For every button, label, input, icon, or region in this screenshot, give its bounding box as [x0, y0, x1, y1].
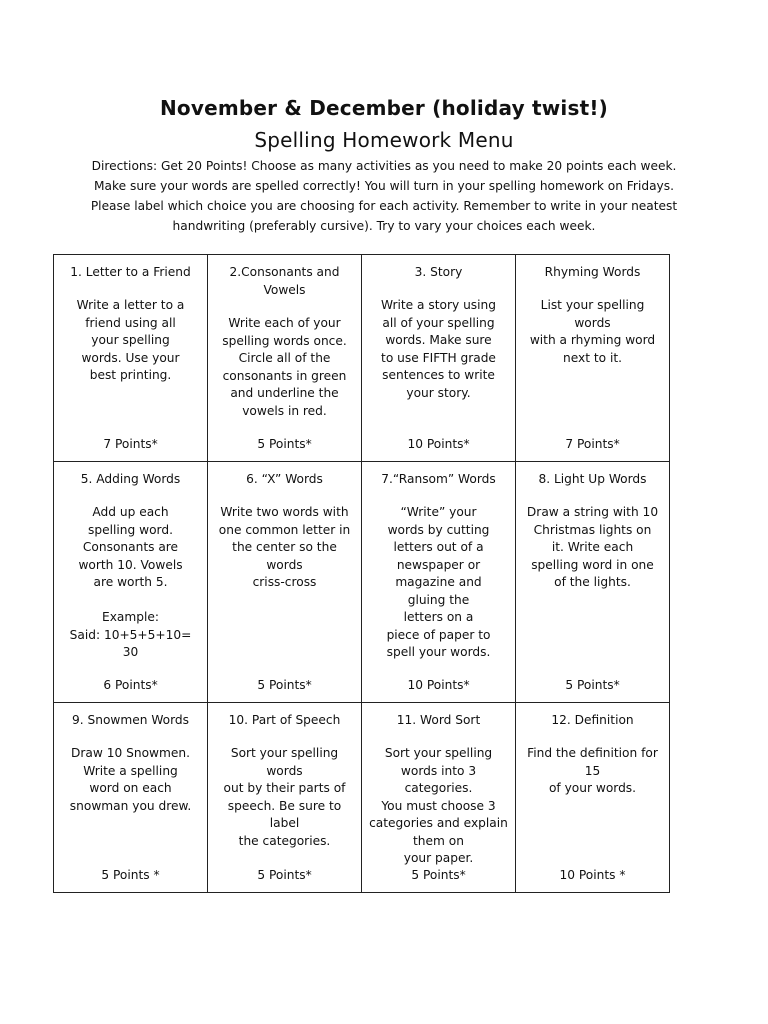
- menu-cell-light-up-words: [516, 462, 670, 703]
- directions-text: Directions: Get 20 Points! Choose as many activities as you need to make 20 points each week. Make sure your words are spelled correctly! You will turn in your spelling homework on Fridays. Please label which choice you are choosing for each activity. Remember to write in your neatest handwriting (preferably cursive). Try to vary your choices each week.: [90, 159, 678, 233]
- table-row: [54, 255, 670, 462]
- cell-points: 10 Points*: [407, 437, 470, 451]
- cell-title: 11. Word Sort: [396, 713, 481, 727]
- cell-description: List your spelling words with a rhyming word next to it.: [529, 298, 656, 365]
- cell-points: 6 Points*: [103, 678, 158, 692]
- menu-cell-ransom-words: [362, 462, 516, 703]
- cell-description: Find the definition for 15 of your words.: [527, 746, 658, 795]
- menu-cell-x-words: [208, 462, 362, 703]
- cell-points: 7 Points*: [565, 437, 620, 451]
- table-row: [54, 462, 670, 703]
- cell-description: Draw 10 Snowmen. Write a spelling word on each snowman you drew.: [69, 746, 192, 813]
- cell-points: 7 Points*: [103, 437, 158, 451]
- cell-title: Rhyming Words: [544, 265, 641, 279]
- cell-points: 5 Points*: [411, 868, 466, 882]
- cell-points: 5 Points*: [565, 678, 620, 692]
- cell-points: 10 Points *: [559, 868, 626, 882]
- cell-description: Add up each spelling word. Consonants are worth 10. Vowels are worth 5. Example: Said: 10+5+5+10= 30: [69, 505, 192, 659]
- homework-menu-table: [53, 254, 670, 893]
- cell-title: 5. Adding Words: [80, 472, 181, 486]
- page-title: November & December (holiday twist!): [159, 96, 608, 120]
- cell-description: “Write” your words by cutting letters out of a newspaper or magazine and gluing the letters on a piece of paper to spell your words.: [386, 505, 491, 659]
- cell-points: 5 Points*: [257, 868, 312, 882]
- menu-cell-definition: [516, 703, 670, 893]
- cell-title: 1. Letter to a Friend: [70, 265, 191, 279]
- cell-description: Write a story using all of your spelling words. Make sure to use FIFTH grade sentences to write your story.: [381, 298, 496, 400]
- cell-description: Sort your spelling words out by their parts of speech. Be sure to label the categories.: [223, 746, 346, 848]
- cell-title: 7.“Ransom” Words: [381, 472, 496, 486]
- menu-cell-consonants-vowels: [208, 255, 362, 462]
- cell-points: 5 Points*: [257, 678, 312, 692]
- cell-description: Draw a string with 10 Christmas lights on it. Write each spelling word in one of the lights.: [526, 505, 659, 589]
- cell-title: 3. Story: [414, 265, 463, 279]
- cell-points: 5 Points*: [257, 437, 312, 451]
- page-subtitle: Spelling Homework Menu: [254, 128, 514, 152]
- menu-cell-adding-words: [54, 462, 208, 703]
- cell-title: 12. Definition: [551, 713, 634, 727]
- cell-description: Write a letter to a friend using all your spelling words. Use your best printing.: [76, 298, 185, 382]
- cell-title: 10. Part of Speech: [228, 713, 341, 727]
- table-row: [54, 703, 670, 893]
- cell-title: 8. Light Up Words: [538, 472, 647, 486]
- cell-points: 10 Points*: [407, 678, 470, 692]
- cell-description: Sort your spelling words into 3 categories. You must choose 3 categories and explain them on your paper.: [369, 746, 508, 865]
- cell-title: 2.Consonants and Vowels: [229, 265, 340, 297]
- cell-title: 6. “X” Words: [246, 472, 323, 486]
- menu-cell-part-of-speech: [208, 703, 362, 893]
- cell-description: Write each of your spelling words once. Circle all of the consonants in green and underline the vowels in red.: [222, 316, 347, 418]
- cell-title: 9. Snowmen Words: [71, 713, 190, 727]
- cell-points: 5 Points *: [101, 868, 160, 882]
- menu-cell-word-sort: [362, 703, 516, 893]
- cell-description: Write two words with one common letter in the center so the words criss-cross: [218, 505, 351, 589]
- menu-cell-letter-to-friend: [54, 255, 208, 462]
- menu-cell-story: [362, 255, 516, 462]
- menu-cell-snowmen-words: [54, 703, 208, 893]
- menu-cell-rhyming-words: [516, 255, 670, 462]
